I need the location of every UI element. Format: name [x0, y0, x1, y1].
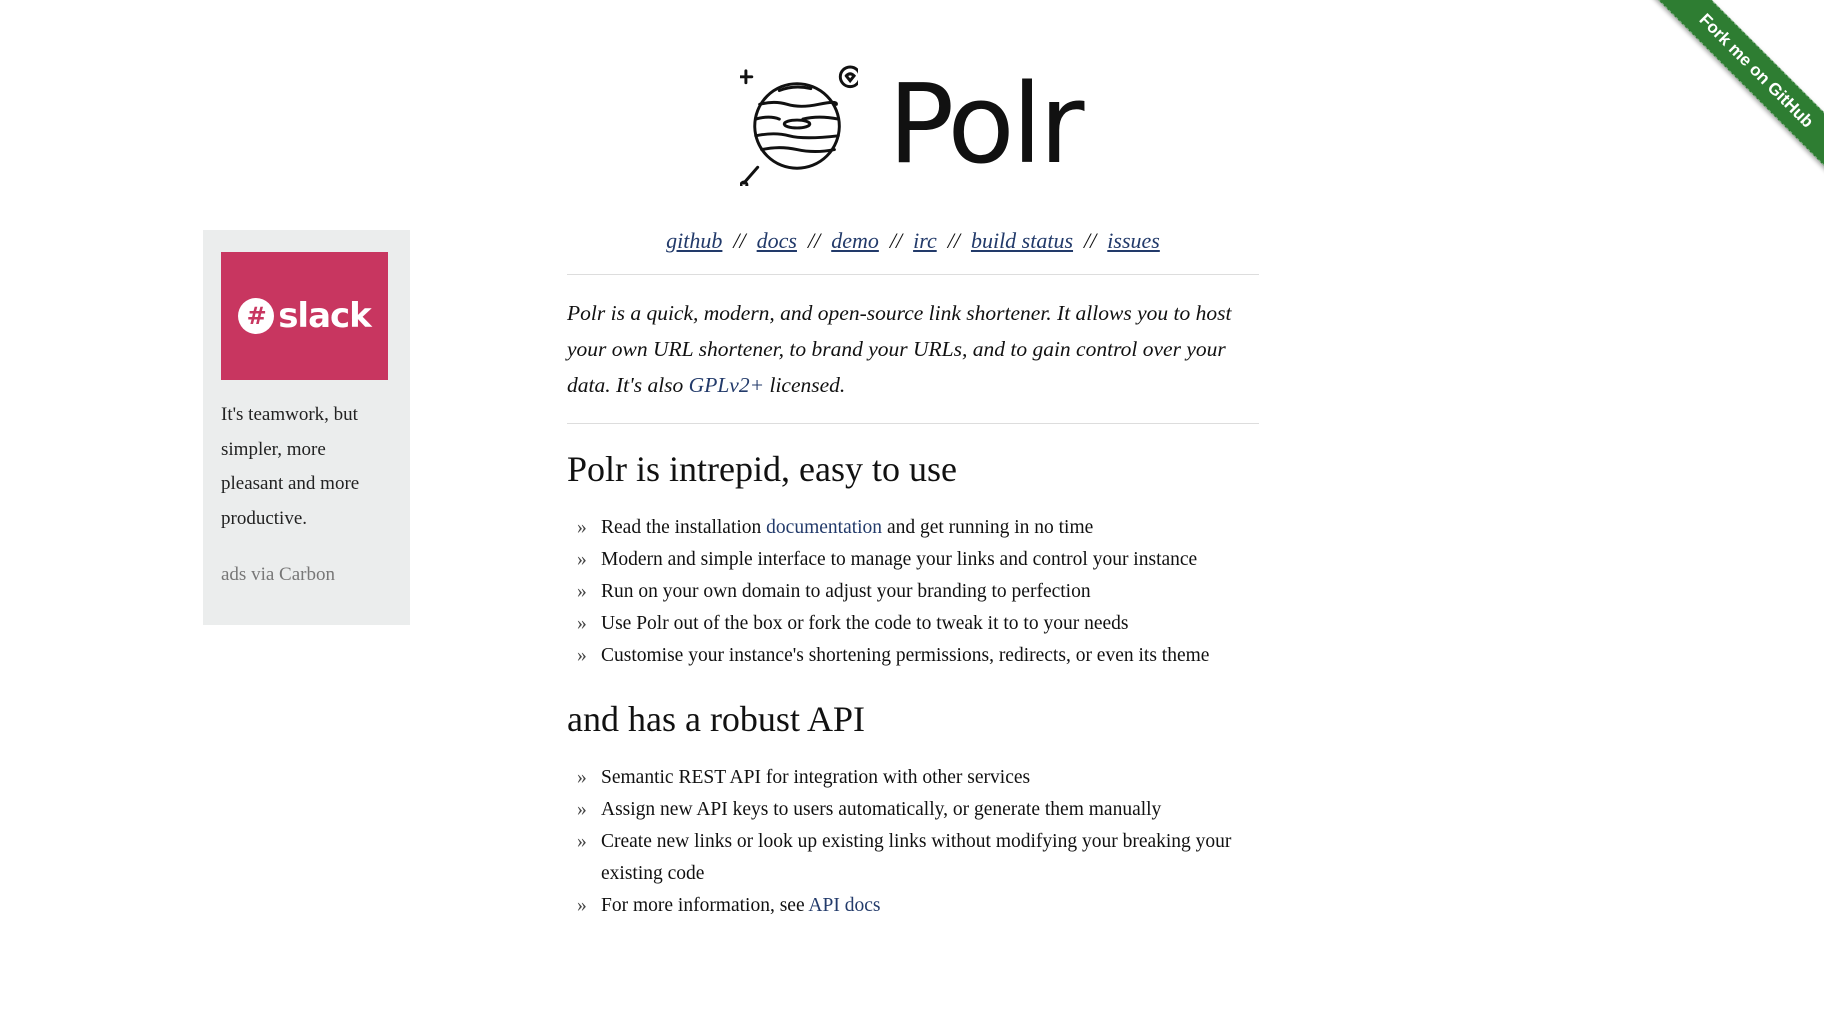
- nav-link-github[interactable]: github: [666, 228, 723, 253]
- bullet-icon: »: [577, 831, 587, 852]
- list-item: [567, 576, 1259, 608]
- nav-separator: //: [947, 228, 960, 253]
- bullet-icon: »: [577, 517, 587, 538]
- list-item: [567, 544, 1259, 576]
- ad-text[interactable]: It's teamwork, but simpler, more pleasant and more productive.: [221, 404, 360, 529]
- list-item-text: Assign new API keys to users automatically, or generate them manually: [601, 799, 1162, 820]
- gpl-license-link[interactable]: GPLv2+: [688, 373, 765, 397]
- carbon-ad: [203, 230, 410, 625]
- list-item: [567, 890, 1259, 922]
- ad-attribution[interactable]: ads via Carbon: [221, 564, 335, 585]
- list-item: [567, 794, 1259, 826]
- section-heading-easy-to-use: Polr is intrepid, easy to use: [567, 449, 957, 489]
- nav-link-irc[interactable]: irc: [913, 228, 937, 253]
- list-item-text: Read the installation: [601, 517, 767, 538]
- bullet-icon: »: [577, 549, 587, 570]
- list-item-text: Modern and simple interface to manage your links and control your instance: [601, 549, 1198, 570]
- list-item: [567, 512, 1259, 544]
- nav-separator: //: [1084, 228, 1097, 253]
- slack-hash-icon: #: [238, 298, 274, 334]
- section-heading-api: and has a robust API: [567, 699, 865, 739]
- intro-text: Polr is a quick, modern, and open-source link shortener. It allows you to host your own URL shortener, to brand your URLs, and to gain control over your data. It's also: [567, 301, 1232, 397]
- list-item-text: Use Polr out of the box or fork the code to tweak it to to your needs: [601, 613, 1129, 634]
- list-item-text: Customise your instance's shortening permissions, redirects, or even its theme: [601, 645, 1210, 666]
- bullet-icon: »: [577, 645, 587, 666]
- nav-link-build-status[interactable]: build status: [970, 228, 1074, 253]
- divider: [567, 274, 1259, 275]
- intro-text-end: licensed.: [764, 373, 846, 397]
- documentation-link[interactable]: documentation: [766, 517, 883, 538]
- list-item-text: Create new links or look up existing links without modifying your breaking your existing code: [601, 831, 1232, 884]
- bullet-icon: »: [577, 613, 587, 634]
- site-logo: [740, 62, 1082, 186]
- feature-list-api: [567, 762, 1259, 922]
- nav-link-docs[interactable]: docs: [756, 228, 797, 253]
- ad-image[interactable]: [221, 252, 388, 380]
- api-docs-link[interactable]: API docs: [808, 895, 881, 916]
- list-item-text: Semantic REST API for integration with other services: [601, 767, 1031, 788]
- bullet-icon: »: [577, 895, 587, 916]
- list-item-text: and get running in no time: [882, 517, 1094, 538]
- nav-separator: //: [733, 228, 746, 253]
- list-item: [567, 640, 1259, 672]
- list-item: [567, 826, 1259, 890]
- list-item-text: For more information, see: [601, 895, 809, 916]
- ad-brand: slack: [278, 296, 371, 336]
- fork-on-github-ribbon[interactable]: Fork me on GitHub: [1651, 0, 1824, 176]
- top-nav: [567, 228, 1259, 254]
- logo-wordmark[interactable]: Polr: [888, 60, 1082, 188]
- list-item: [567, 608, 1259, 640]
- nav-separator: //: [807, 228, 821, 253]
- nav-separator: //: [889, 228, 903, 253]
- main-content: [567, 228, 1259, 922]
- nav-link-issues[interactable]: issues: [1107, 228, 1160, 253]
- list-item: [567, 762, 1259, 794]
- bullet-icon: »: [577, 767, 587, 788]
- fork-ribbon-container: [1624, 0, 1824, 200]
- feature-list-easy: [567, 512, 1259, 672]
- intro-paragraph: [567, 295, 1259, 403]
- list-item-text: Run on your own domain to adjust your branding to perfection: [601, 581, 1091, 602]
- bullet-icon: »: [577, 581, 587, 602]
- nav-link-demo[interactable]: demo: [831, 228, 879, 253]
- planet-logo-icon: [740, 62, 858, 186]
- bullet-icon: »: [577, 799, 587, 820]
- divider: [567, 423, 1259, 424]
